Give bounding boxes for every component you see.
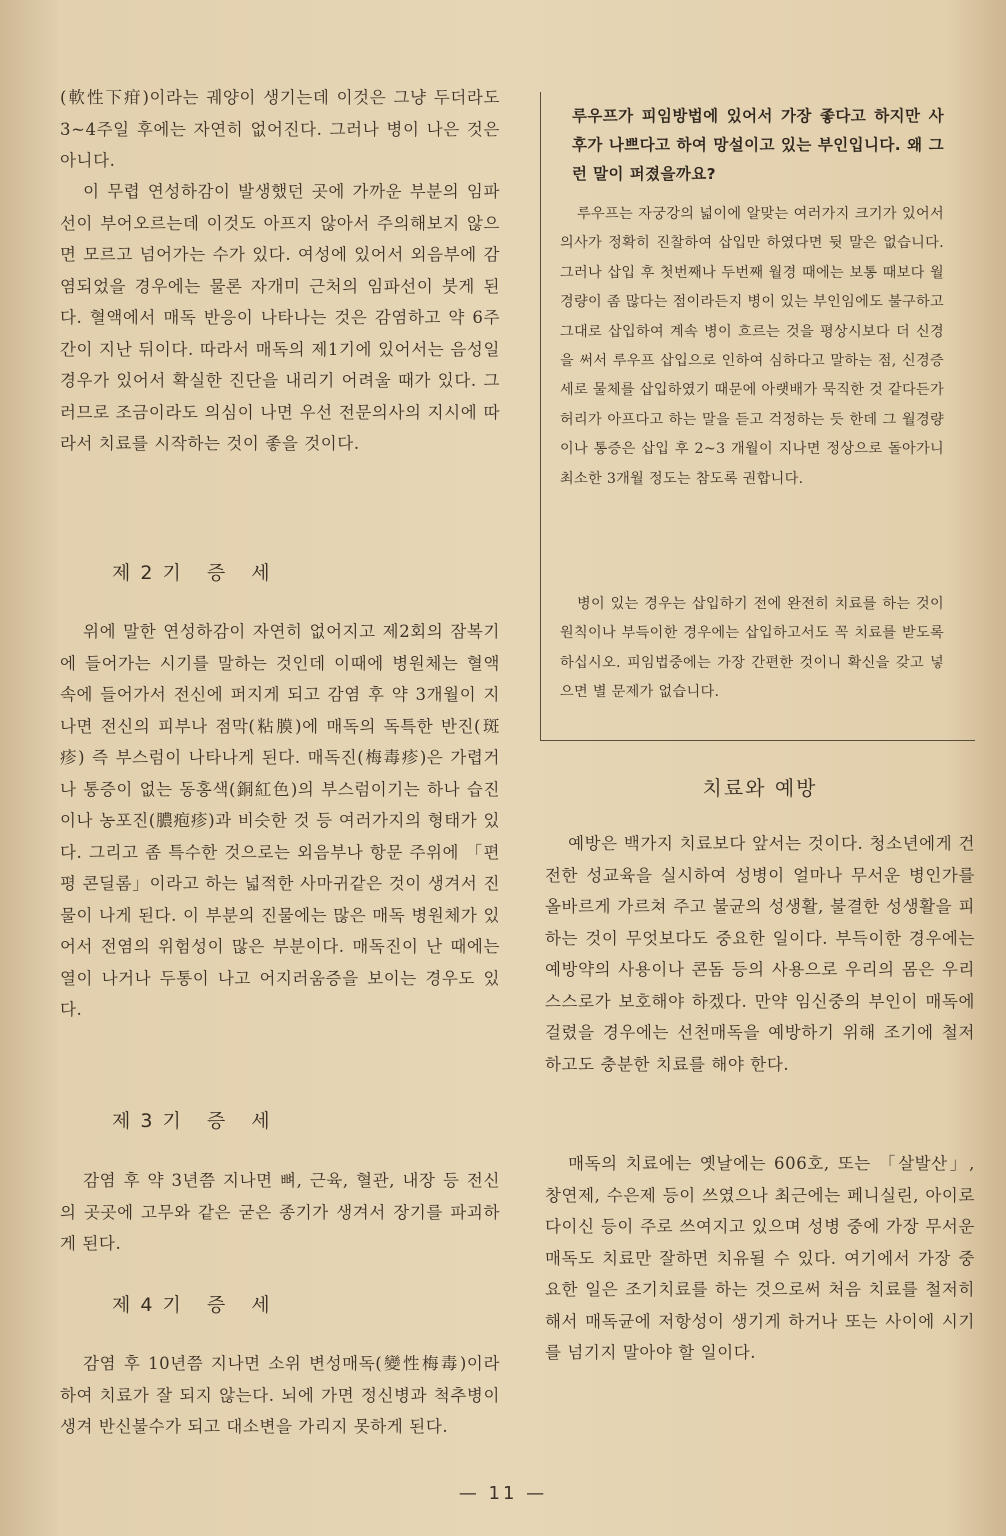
paragraph-intro: (軟性下疳)이라는 궤양이 생기는데 이것은 그냥 두더라도 3~4주일 후에는 자연히 없어진다. 그러나 병이 나은 것은 아니다. (60, 88, 500, 170)
page-number: — 11 — (458, 1483, 548, 1504)
qa-answer-1: 루우프는 자궁강의 넓이에 알맞는 여러가지 크기가 있어서 의사가 정확히 진찰하여 삽입만 하였다면 뒷 말은 없습니다. 그러나 삽입 후 첫번째나 두번째 월경 때에는 보통 때보다 월경량이 좀 많다는 점이라든지 병이 있는 부인임에도 불구하고 그대로 삽입하여 계속 병이 흐르는 것을 평상시보다 더 신경을 써서 루우프 삽입으로 인하여 심하다고 말하는 점, 신경증세로 물체를 삽입하였기 때문에 아랫배가 묵직한 것 같다든가 허리가 아프다고 하는 말을 듣고 걱정하는 듯 한데 그 월경량이나 통증은 삽입 후 2~3 개월이 지나면 정상으로 돌아가니 최소한 3개월 정도는 참도록 권합니다. (560, 206, 944, 487)
heading-stage2: 제2기 증 세 (112, 562, 280, 584)
paragraph-stage2: 위에 말한 연성하감이 자연히 없어지고 제2회의 잠복기에 들어가는 시기를 말하는 것인데 이때에 병원체는 혈액 속에 들어가서 전신에 퍼지게 되고 감염 후 약 3개월이 지나면 전신의 피부나 점막(粘膜)에 매독의 독특한 반진(斑疹) 즉 부스럼이 나타나게 된다. 매독진(梅毒疹)은 가렵거나 통증이 없는 동홍색(銅紅色)의 부스럼이기는 하나 습진이나 농포진(膿疱疹)과 비슷한 것 등 여러가지의 형태가 있다. 그리고 좀 특수한 것으로는 외음부나 항문 주위에 「편평 콘딜롬」이라고 하는 넓적한 사마귀같은 것이 생겨서 진물이 나게 된다. 이 부분의 진물에는 많은 매독 병원체가 있어서 전염의 위험성이 많은 부분이다. 매독진이 난 때에는 열이 나거나 두통이 나고 어지러움증을 보이는 경우도 있다. (60, 622, 500, 1019)
paragraph-treatment: 매독의 치료에는 옛날에는 606호, 또는 「살발산」, 창연제, 수은제 등이 쓰였으나 최근에는 페니실린, 아이로다이신 등이 주로 쓰여지고 있으며 성병 중에 가장 무서운 매독도 치료만 잘하면 치유될 수 있다. 여기에서 가장 중요한 일은 조기치료를 하는 것으로써 처음 치료를 철저히 해서 매독균에 저항성이 생기게 하거나 또는 사이에 시기를 넘기지 말아야 할 일이다. (545, 1154, 975, 1362)
paragraph-stage1: 이 무렵 연성하감이 발생했던 곳에 가까운 부분의 임파선이 부어오르는데 이것도 아프지 않아서 주의해보지 않으면 모르고 넘어가는 수가 있다. 여성에 있어서 외음부에 감염되었을 경우에는 물론 자개미 근처의 임파선이 붓게 된다. 혈액에서 매독 반응이 나타나는 것은 감염하고 약 6주간이 지난 뒤이다. 따라서 매독의 제1기에 있어서는 음성일 경우가 있어서 확실한 진단을 내리기 어려울 때가 있다. 그러므로 조금이라도 의심이 나면 우선 전문의사의 지시에 따라서 치료를 시작하는 것이 좋을 것이다. (60, 182, 500, 453)
paragraph-stage3: 감염 후 약 3년쯤 지나면 뼈, 근육, 혈관, 내장 등 전신의 곳곳에 고무와 같은 굳은 종기가 생겨서 장기를 파괴하게 된다. (60, 1171, 500, 1253)
paragraph-prevention: 예방은 백가지 치료보다 앞서는 것이다. 청소년에게 건전한 성교육을 실시하여 성병이 얼마나 무서운 병인가를 올바르게 가르쳐 주고 불균의 성생활, 불결한 성생활을 피하는 것이 무엇보다도 중요한 일이다. 부득이한 경우에는 예방약의 사용이나 콘돔 등의 사용으로 우리의 몸은 우리 스스로가 보호해야 하겠다. 만약 임신중의 부인이 매독에 걸렸을 경우에는 선천매독을 예방하기 위해 조기에 철저하고도 충분한 치료를 해야 한다. (545, 834, 975, 1074)
heading-stage3: 제3기 증 세 (112, 1110, 280, 1132)
paragraph-stage4: 감염 후 10년쯤 지나면 소위 변성매독(變性梅毒)이라 하여 치료가 잘 되지 않는다. 뇌에 가면 정신병과 척추병이 생겨 반신불수가 되고 대소변을 가리지 못하게 된다. (60, 1354, 500, 1436)
qa-answer-2: 병이 있는 경우는 삽입하기 전에 완전히 치료를 하는 것이 원칙이나 부득이한 경우에는 삽입하고서도 꼭 치료를 받도록 하십시오. 피임법중에는 가장 간편한 것이니 확신을 갖고 넣으면 별 문제가 없습니다. (560, 596, 944, 701)
heading-stage4: 제4기 증 세 (112, 1294, 280, 1316)
qa-question: 루우프가 피임방법에 있어서 가장 좋다고 하지만 사후가 나쁘다고 하여 망설이고 있는 부인입니다. 왜 그런 말이 퍼졌을까요? (572, 107, 944, 183)
heading-treatment: 치료와 예방 (702, 776, 818, 800)
